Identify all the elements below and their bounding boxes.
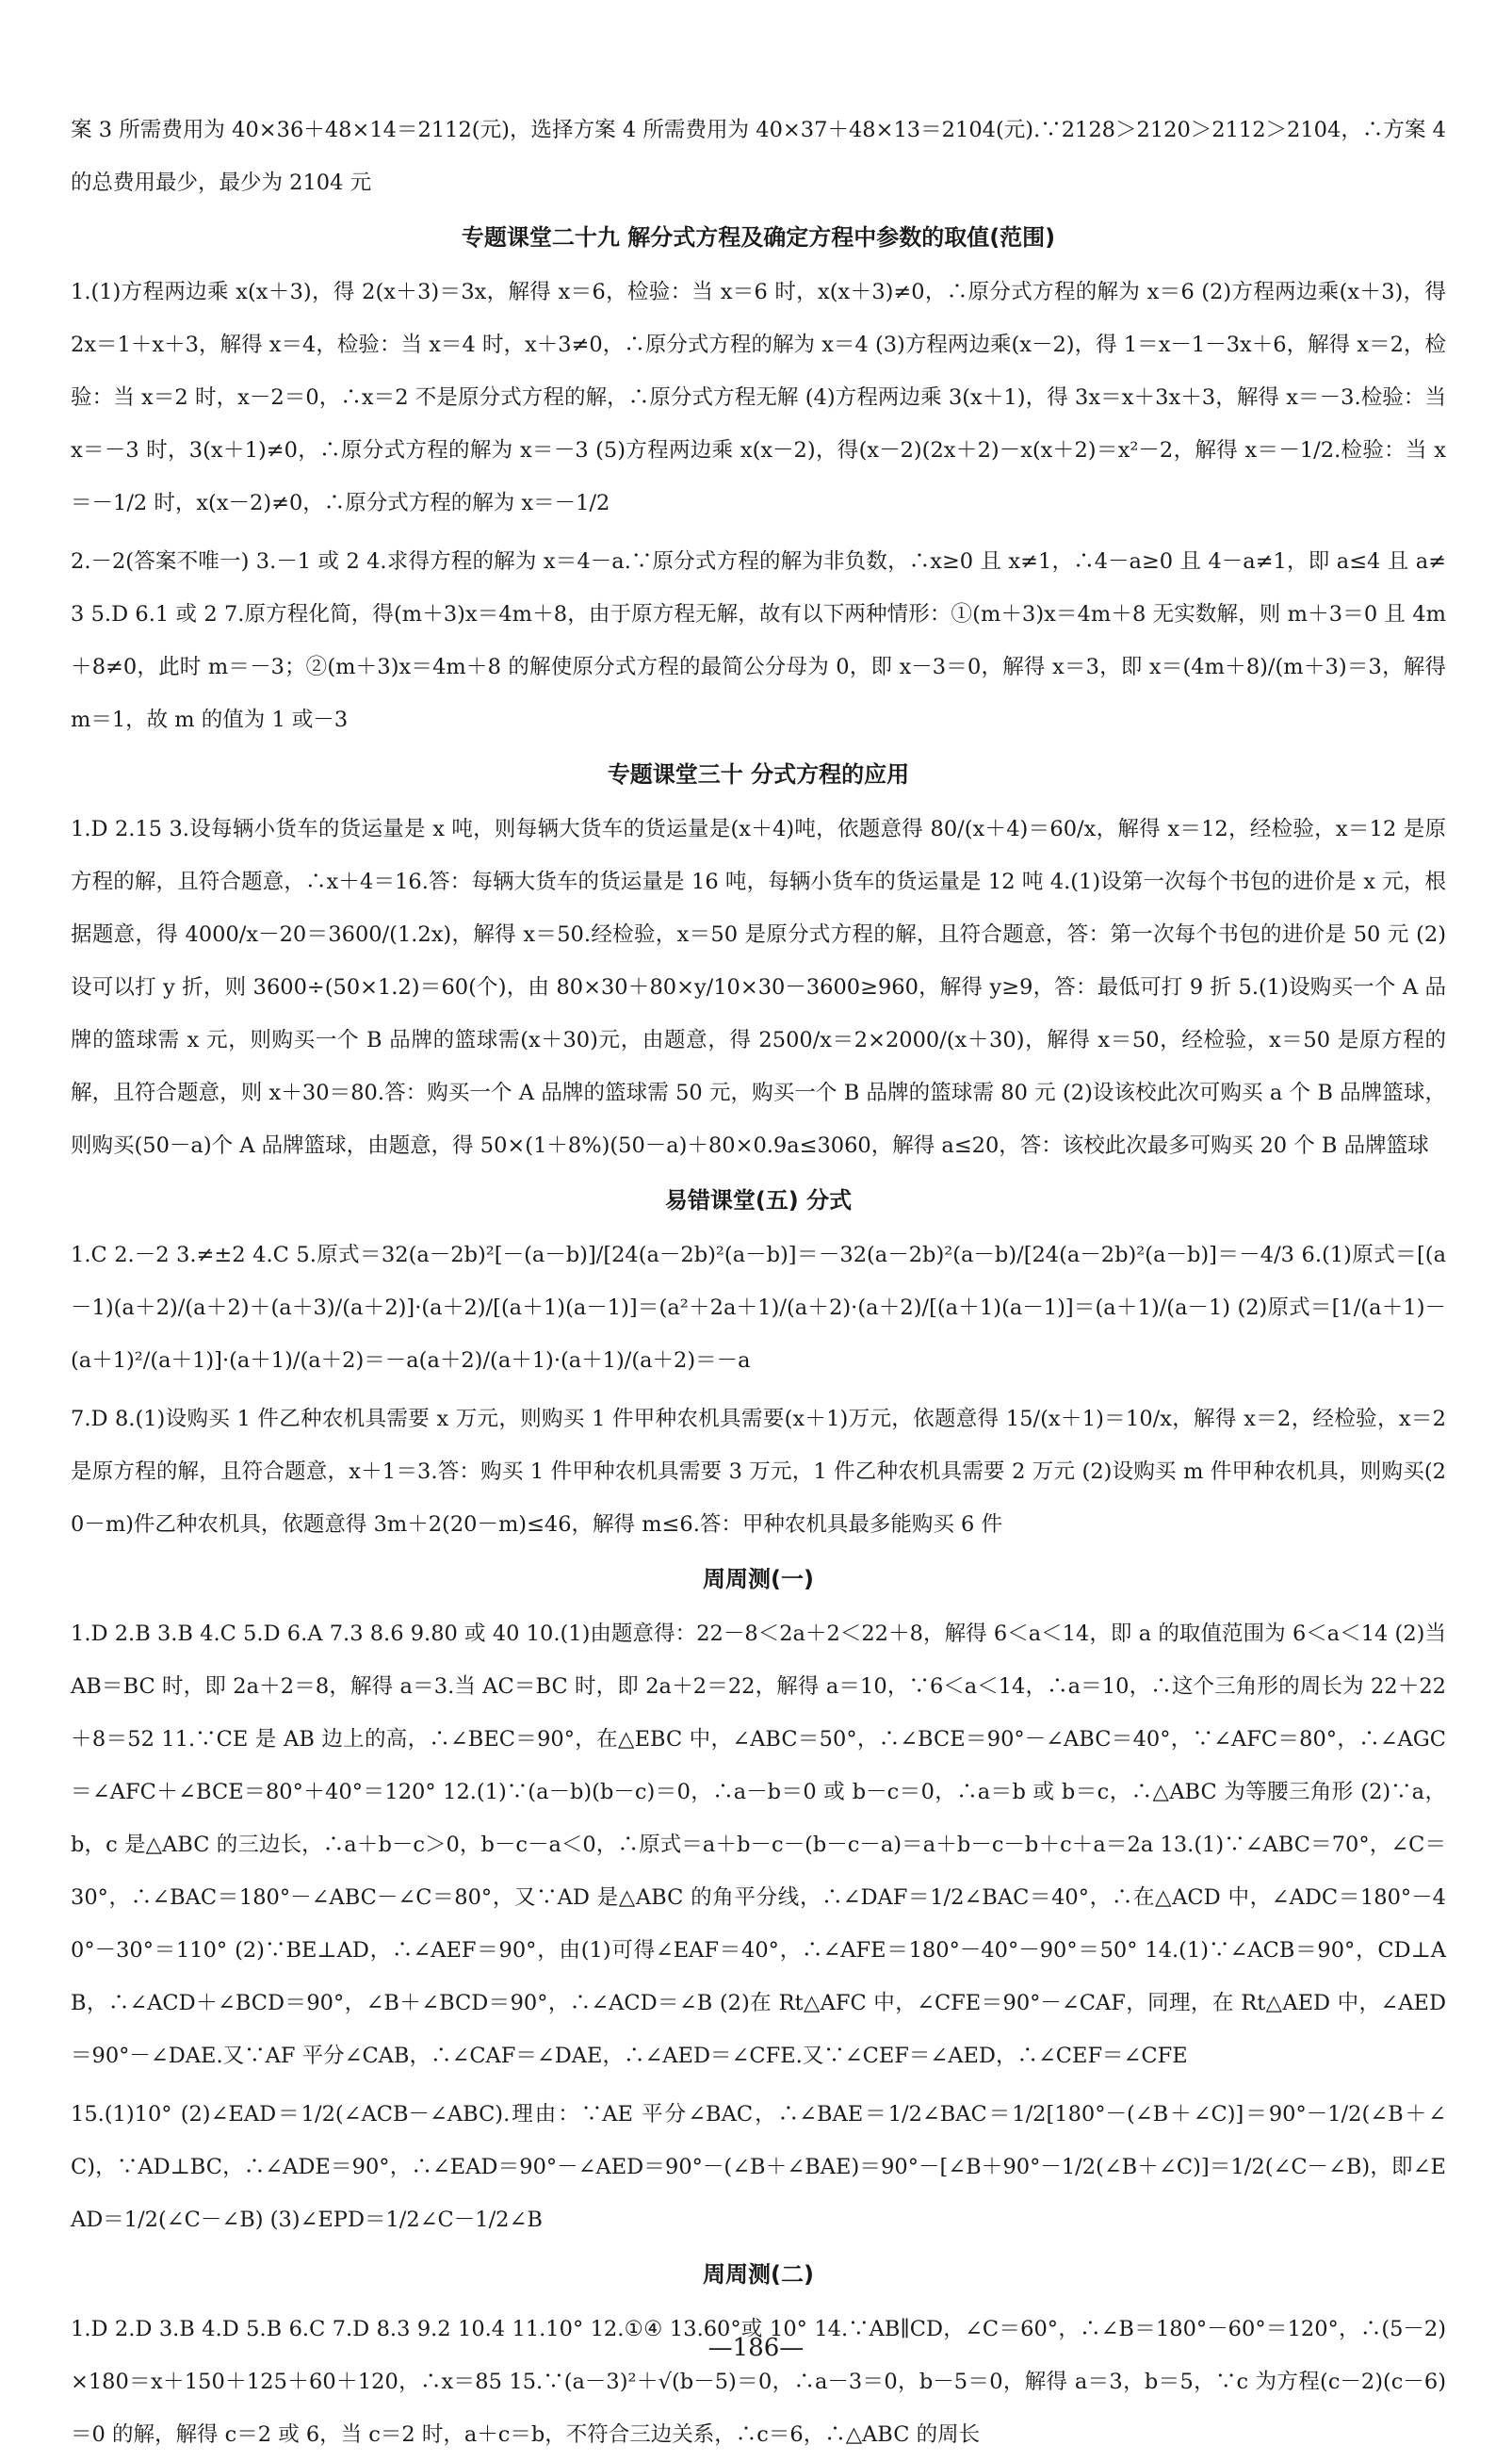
answer-paragraph: 1.(1)方程两边乘 x(x＋3)，得 2(x＋3)＝3x，解得 x＝6，检验：当 x＝6 时，x(x＋3)≠0，∴原分式方程的解为 x＝6 (2)方程两边乘(x＋3)，得 2x＝1＋x＋3，解得 x＝4，检验：当 x＝4 时，x＋3≠0，∴原分式方程的解为 x＝4 (3)方程两边乘(x－2)，得 1＝x－1－3x＋6，解得 x＝2，检验：当 x＝2 时，x－2＝0，∴x＝2 不是原分式方程的解，∴原分式方程无解 (4)方程两边乘 3(x＋1)，得 3x＝x＋3x＋3，解得 x＝－3.检验：当 x＝－3 时，3(x＋1)≠0，∴原分式方程的解为 x＝－3 (5)方程两边乘 x(x－2)，得(x－2)(2x＋2)－x(x＋2)＝x²－2，解得 x＝－1/2.检验：当 x＝－1/2 时，x(x－2)≠0，∴原分式方程的解为 x＝－1/2 bbox=[71, 280, 1446, 515]
section-title: 周周测(二) bbox=[703, 2261, 814, 2288]
answer-paragraph: 2.－2(答案不唯一) 3.－1 或 2 4.求得方程的解为 x＝4－a.∵原分式方程的解为非负数，∴x≥0 且 x≠1，∴4－a≥0 且 4－a≠1，即 a≤4 且 a≠3 5.D 6.1 或 2 7.原方程化简，得(m＋3)x＝4m＋8，由于原方程无解，故有以下两种情形：①(m＋3)x＝4m＋8 无实数解，则 m＋3＝0 且 4m＋8≠0，此时 m＝－3；②(m＋3)x＝4m＋8 的解使原分式方程的最简公分母为 0，即 x－3＝0，解得 x＝3，即 x＝(4m＋8)/(m＋3)＝3，解得 m＝1，故 m 的值为 1 或－3 bbox=[71, 549, 1446, 732]
answer-paragraph: 1.C 2.－2 3.≠±2 4.C 5.原式＝32(a－2b)²[－(a－b)]/[24(a－2b)²(a－b)]＝－32(a－2b)²(a－b)/[24(a－2b)²(a－b)]＝－4/3 6.(1)原式＝[(a－1)(a＋2)/(a＋2)＋(a＋3)/(a＋2)]·(a＋2)/[(a＋1)(a－1)]＝(a²＋2a＋1)/(a＋2)·(a＋2)/[(a＋1)(a－1)]＝(a＋1)/(a－1) (2)原式＝[1/(a＋1)－(a＋1)²/(a＋1)]·(a＋1)/(a＋2)＝－a(a＋2)/(a＋1)·(a＋1)/(a＋2)＝－a bbox=[71, 1243, 1446, 1373]
section-title: 易错课堂(五) 分式 bbox=[664, 1187, 853, 1214]
section-topic-29 bbox=[71, 215, 1446, 746]
answer-paragraph: 1.D 2.15 3.设每辆小货车的货运量是 x 吨，则每辆大货车的货运量是(x＋4)吨，依题意得 80/(x＋4)＝60/x，解得 x＝12，经检验，x＝12 是原方程的解，且符合题意，∴x＋4＝16.答：每辆大货车的货运量是 16 吨，每辆小货车的货运量是 12 吨 4.(1)设第一次每个书包的进价是 x 元，根据题意，得 4000/x－20＝3600/(1.2x)，解得 x＝50.经检验，x＝50 是原分式方程的解，且符合题意，答：第一次每个书包的进价是 50 元 (2)设可以打 y 折，则 3600÷(50×1.2)＝60(个)，由 80×30＋80×y/10×30－3600≥960，解得 y≥9，答：最低可打 9 折 5.(1)设购买一个 A 品牌的篮球需 x 元，则购买一个 B 品牌的篮球需(x＋30)元，由题意，得 2500/x＝2×2000/(x＋30)，解得 x＝50，经检验，x＝50 是原方程的解，且符合题意，则 x＋30＝80.答：购买一个 A 品牌的篮球需 50 元，购买一个 B 品牌的篮球需 80 元 (2)设该校此次可购买 a 个 B 品牌篮球，则购买(50－a)个 A 品牌篮球，由题意，得 50×(1＋8%)(50－a)＋80×0.9a≤3060，解得 a≤20，答：该校此次最多可购买 20 个 B 品牌篮球 bbox=[71, 817, 1446, 1158]
section-weekly-test-1 bbox=[71, 1556, 1446, 2246]
answer-paragraph: 1.D 2.D 3.B 4.D 5.B 6.C 7.D 8.3 9.2 10.4 11.10° 12.①④ 13.60°或 10° 14.∵AB∥CD，∠C＝60°，∴∠B＝180°－60°＝120°，∴(5－2)×180＝x＋150＋125＋60＋120，∴x＝85 15.∵(a－3)²＋√(b－5)＝0，∴a－3＝0，b－5＝0，解得 a＝3，b＝5，∵c 为方程(c－2)(c－6)＝0 的解，解得 c＝2 或 6，当 c＝2 时，a＋c＝b，不符合三边关系，∴c＝6，∴△ABC 的周长 bbox=[71, 2317, 1446, 2447]
intro-block bbox=[71, 104, 1446, 209]
section-topic-30 bbox=[71, 752, 1446, 1172]
intro-paragraph: 案 3 所需费用为 40×36＋48×14＝2112(元)，选择方案 4 所需费用为 40×37＋48×13＝2104(元).∵2128＞2120＞2112＞2104，∴方案 4 的总费用最少，最少为 2104 元 bbox=[71, 118, 1446, 195]
section-title: 专题课堂二十九 解分式方程及确定方程中参数的取值(范围) bbox=[461, 224, 1056, 251]
section-error-prone-5 bbox=[71, 1178, 1446, 1551]
answer-paragraph: 7.D 8.(1)设购买 1 件乙种农机具需要 x 万元，则购买 1 件甲种农机具需要(x＋1)万元，依题意得 15/(x＋1)＝10/x，解得 x＝2，经检验，x＝2 是原方程的解，且符合题意，x＋1＝3.答：购买 1 件甲种农机具需要 3 万元，1 件乙种农机具需要 2 万元 (2)设购买 m 件甲种农机具，则购买(20－m)件乙种农机具，依题意得 3m＋2(20－m)≤46，解得 m≤6.答：甲种农机具最多能购买 6 件 bbox=[71, 1407, 1446, 1537]
answer-paragraph: 1.D 2.B 3.B 4.C 5.D 6.A 7.3 8.6 9.80 或 40 10.(1)由题意得：22－8＜2a＋2＜22＋8，解得 6＜a＜14，即 a 的取值范围为 6＜a＜14 (2)当 AB＝BC 时，即 2a＋2＝8，解得 a＝3.当 AC＝BC 时，即 2a＋2＝22，解得 a＝10，∵6＜a＜14，∴a＝10，∴这个三角形的周长为 22＋22＋8＝52 11.∵CE 是 AB 边上的高，∴∠BEC＝90°，在△EBC 中，∠ABC＝50°，∴∠BCE＝90°－∠ABC＝40°，∵∠AFC＝80°，∴∠AGC＝∠AFC＋∠BCE＝80°＋40°＝120° 12.(1)∵(a－b)(b－c)＝0，∴a－b＝0 或 b－c＝0，∴a＝b 或 b＝c，∴△ABC 为等腰三角形 (2)∵a，b，c 是△ABC 的三边长，∴a＋b－c＞0，b－c－a＜0，∴原式＝a＋b－c－(b－c－a)＝a＋b－c－b＋c＋a＝2a 13.(1)∵∠ABC＝70°，∠C＝30°，∴∠BAC＝180°－∠ABC－∠C＝80°，又∵AD 是△ABC 的角平分线，∴∠DAF＝1/2∠BAC＝40°，∴在△ACD 中，∠ADC＝180°－40°－30°＝110° (2)∵BE⊥AD，∴∠AEF＝90°，由(1)可得∠EAF＝40°，∴∠AFE＝180°－40°－90°＝50° 14.(1)∵∠ACB＝90°，CD⊥AB，∴∠ACD＋∠BCD＝90°，∠B＋∠BCD＝90°，∴∠ACD＝∠B (2)在 Rt△AFC 中，∠CFE＝90°－∠CAF，同理，在 Rt△AED 中，∠AED＝90°－∠DAE.又∵AF 平分∠CAB，∴∠CAF＝∠DAE，∴∠AED＝∠CFE.又∵∠CEF＝∠AED，∴∠CEF＝∠CFE bbox=[71, 1622, 1446, 2068]
section-title: 专题课堂三十 分式方程的应用 bbox=[607, 761, 910, 788]
answer-paragraph: 15.(1)10° (2)∠EAD＝1/2(∠ACB－∠ABC).理由：∵AE 平分∠BAC，∴∠BAE＝1/2∠BAC＝1/2[180°－(∠B＋∠C)]＝90°－1/2(∠B＋∠C)，∵AD⊥BC，∴∠ADE＝90°，∴∠EAD＝90°－∠AED＝90°－(∠B＋∠BAE)＝90°－[∠B＋90°－1/2(∠B＋∠C)]＝1/2(∠C－∠B)，即∠EAD＝1/2(∠C－∠B) (3)∠EPD＝1/2∠C－1/2∠B bbox=[71, 2102, 1446, 2232]
section-title: 周周测(一) bbox=[703, 1566, 814, 1592]
page-number: —186— bbox=[707, 2334, 805, 2362]
